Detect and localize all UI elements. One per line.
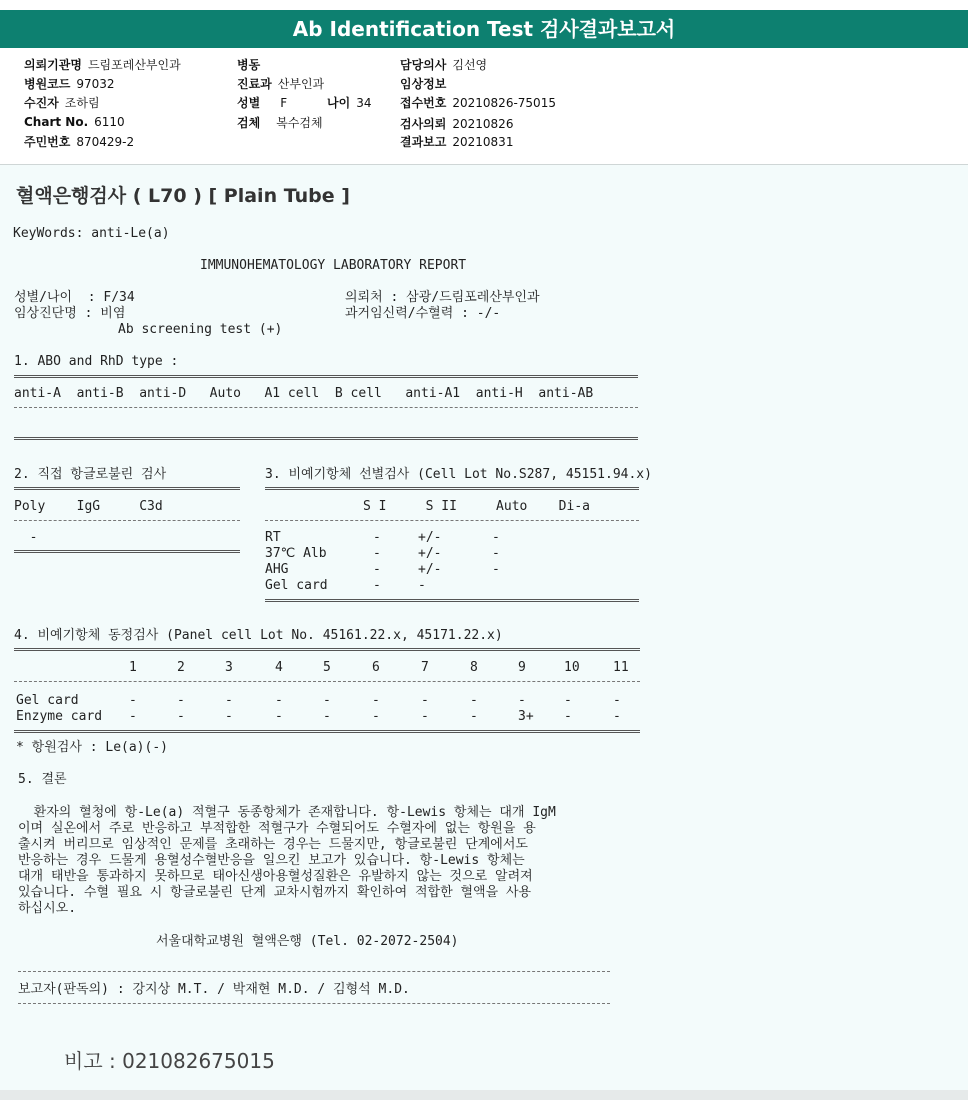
ward-field: 병동 xyxy=(237,58,261,72)
receipt-no-field: 접수번호 20210826-75015 xyxy=(400,96,556,110)
screening-cell-name: 37℃ Alb xyxy=(265,546,327,561)
screening-title: 3. 비예기항체 선별검사 (Cell Lot No.S287, 45151.94.x) xyxy=(265,467,652,482)
direct-top-rule xyxy=(14,487,240,490)
panel-cell: - xyxy=(564,693,572,708)
panel-cell: - xyxy=(275,693,283,708)
panel-column-header: 4 xyxy=(275,660,283,675)
chart-no-field: Chart No. 6110 xyxy=(24,115,125,129)
screening-cell-s2: +/- xyxy=(418,562,442,577)
keywords: KeyWords: anti-Le(a) xyxy=(13,226,170,241)
screening-cell-s2: - xyxy=(418,578,426,593)
panel-cell: - xyxy=(421,709,429,724)
patient-history: 과거임신력/수혈력 : -/- xyxy=(345,306,501,321)
panel-column-header: 7 xyxy=(421,660,429,675)
direct-title: 2. 직접 항글로불린 검사 xyxy=(14,467,167,482)
lab-report-header: IMMUNOHEMATOLOGY LABORATORY REPORT xyxy=(200,258,467,273)
lab-contact: 서울대학교병원 혈액은행 (Tel. 02-2072-2504) xyxy=(156,934,459,949)
reporters: 보고자(판독의) : 강지상 M.T. / 박재현 M.D. / 김형석 M.D. xyxy=(18,982,410,997)
panel-column-header: 1 xyxy=(129,660,137,675)
report-title: Ab Identification Test 검사결과보고서 xyxy=(292,17,676,41)
patient-info-panel xyxy=(0,48,968,165)
note: 비고 : 021082675015 xyxy=(64,1049,275,1073)
direct-bottom-rule xyxy=(14,550,240,553)
panel-column-header: 6 xyxy=(372,660,380,675)
direct-mid-rule xyxy=(14,520,240,521)
panel-cell: - xyxy=(518,693,526,708)
panel-column-header: 11 xyxy=(613,660,629,675)
screening-top-rule xyxy=(265,487,639,490)
panel-cell: - xyxy=(613,693,621,708)
panel-cell: - xyxy=(470,709,478,724)
direct-headers: Poly IgG C3d xyxy=(14,499,163,514)
department-field: 진료과 산부인과 xyxy=(237,77,325,91)
abo-headers: anti-A anti-B anti-D Auto A1 cell B cell anti-A1 anti-H anti-AB xyxy=(14,386,594,401)
panel-top-rule xyxy=(14,648,640,651)
panel-column-header: 2 xyxy=(177,660,185,675)
antigen-test: * 항원검사 : Le(a)(-) xyxy=(16,740,168,755)
resident-no-field: 주민번호 870429-2 xyxy=(24,135,135,149)
panel-cell: - xyxy=(421,693,429,708)
screening-cell-s1: - xyxy=(373,546,381,561)
panel-cell: - xyxy=(177,709,185,724)
screening-cell-name: RT xyxy=(265,530,281,545)
collector-field: 수진자 조하림 xyxy=(24,96,100,110)
screening-result: Ab screening test (+) xyxy=(118,322,283,337)
report-date-field: 결과보고 20210831 xyxy=(400,135,514,149)
panel-cell: - xyxy=(225,693,233,708)
screening-cell-s1: - xyxy=(373,530,381,545)
screening-cell-name: AHG xyxy=(265,562,289,577)
panel-cell: - xyxy=(564,709,572,724)
reporter-top-rule xyxy=(18,971,610,972)
abo-bottom-rule xyxy=(14,437,638,440)
panel-row-label: Enzyme card xyxy=(16,709,103,724)
panel-cell: - xyxy=(129,709,137,724)
panel-cell: - xyxy=(323,709,331,724)
panel-column-header: 5 xyxy=(323,660,331,675)
panel-column-header: 8 xyxy=(470,660,478,675)
conclusion-title: 5. 결론 xyxy=(18,772,67,787)
screening-bottom-rule xyxy=(265,599,639,602)
panel-cell: - xyxy=(275,709,283,724)
panel-cell: - xyxy=(470,693,478,708)
screening-cell-auto: - xyxy=(492,562,500,577)
panel-cell: - xyxy=(372,693,380,708)
section-title: 혈액은행검사 ( L70 ) [ Plain Tube ] xyxy=(16,185,350,207)
screening-cell-auto: - xyxy=(492,546,500,561)
panel-cell: - xyxy=(372,709,380,724)
panel-bottom-rule xyxy=(14,730,640,733)
panel-column-header: 9 xyxy=(518,660,526,675)
panel-cell: - xyxy=(323,693,331,708)
sex-field: 성별 F xyxy=(237,96,288,110)
panel-column-header: 3 xyxy=(225,660,233,675)
panel-title: 4. 비예기항체 동정검사 (Panel cell Lot No. 45161.22.x, 45171.22.x) xyxy=(14,628,503,643)
clinical-info-field: 임상정보 xyxy=(400,77,447,91)
report-body xyxy=(0,165,968,1090)
patient-sex-age: 성별/나이 : F/34 xyxy=(14,290,135,305)
abo-mid-rule xyxy=(14,407,638,408)
abo-title: 1. ABO and RhD type : xyxy=(14,354,179,369)
report-title-bar xyxy=(0,10,968,48)
panel-cell: - xyxy=(177,693,185,708)
panel-mid-rule xyxy=(14,681,640,682)
screening-mid-rule xyxy=(265,520,639,521)
conclusion-text: 환자의 혈청에 항-Le(a) 적혈구 동종항체가 존재합니다. 항-Lewis 항체는 대개 IgM 이며 실온에서 주로 반응하고 부적합한 적혈구가 수혈되어도 수혈자에 없는 항원을 용 출시켜 버리므로 임상적인 문제를 초래하는 경우는 드물지만, 항글로불린 단계에서도 반응하는 경우 드물게 용혈성수혈반응을 일으킨 보고가 있습니다. 항-Lewis 항체는 대개 태반을 통과하지 못하므로 태아신생아용혈성질환은 유발하지 않는 것으로 알려져 있습니다. 수혈 필요 시 항글로불린 단계 교차시험까지 확인하여 적합한 혈액을 사용 하십시오. xyxy=(18,805,556,916)
panel-row-label: Gel card xyxy=(16,693,79,708)
panel-cell: - xyxy=(129,693,137,708)
institution-field: 의뢰기관명 드림포레산부인과 xyxy=(24,58,181,72)
screening-cell-s2: +/- xyxy=(418,530,442,545)
screening-cell-auto: - xyxy=(492,530,500,545)
panel-cell: - xyxy=(225,709,233,724)
age-field: 나이 34 xyxy=(327,96,372,110)
patient-diagnosis: 임상진단명 : 비염 xyxy=(14,306,126,321)
bottom-strip xyxy=(0,1090,968,1100)
panel-cell: - xyxy=(613,709,621,724)
specimen-field: 검체 복수검체 xyxy=(237,116,323,130)
screening-cell-s1: - xyxy=(373,578,381,593)
screening-cell-name: Gel card xyxy=(265,578,328,593)
direct-value: - xyxy=(14,530,38,545)
screening-cell-s1: - xyxy=(373,562,381,577)
hospital-code-field: 병원코드 97032 xyxy=(24,77,115,91)
abo-top-rule xyxy=(14,375,638,378)
panel-cell: 3+ xyxy=(518,709,534,724)
request-date-field: 검사의뢰 20210826 xyxy=(400,117,514,131)
doctor-field: 담당의사 김선영 xyxy=(400,58,488,72)
reporter-bottom-rule xyxy=(18,1003,610,1004)
patient-requester: 의뢰처 : 삼광/드림포레산부인과 xyxy=(345,290,540,305)
screening-cell-s2: +/- xyxy=(418,546,442,561)
panel-column-header: 10 xyxy=(564,660,580,675)
screening-headers: S I S II Auto Di-a xyxy=(363,499,590,514)
